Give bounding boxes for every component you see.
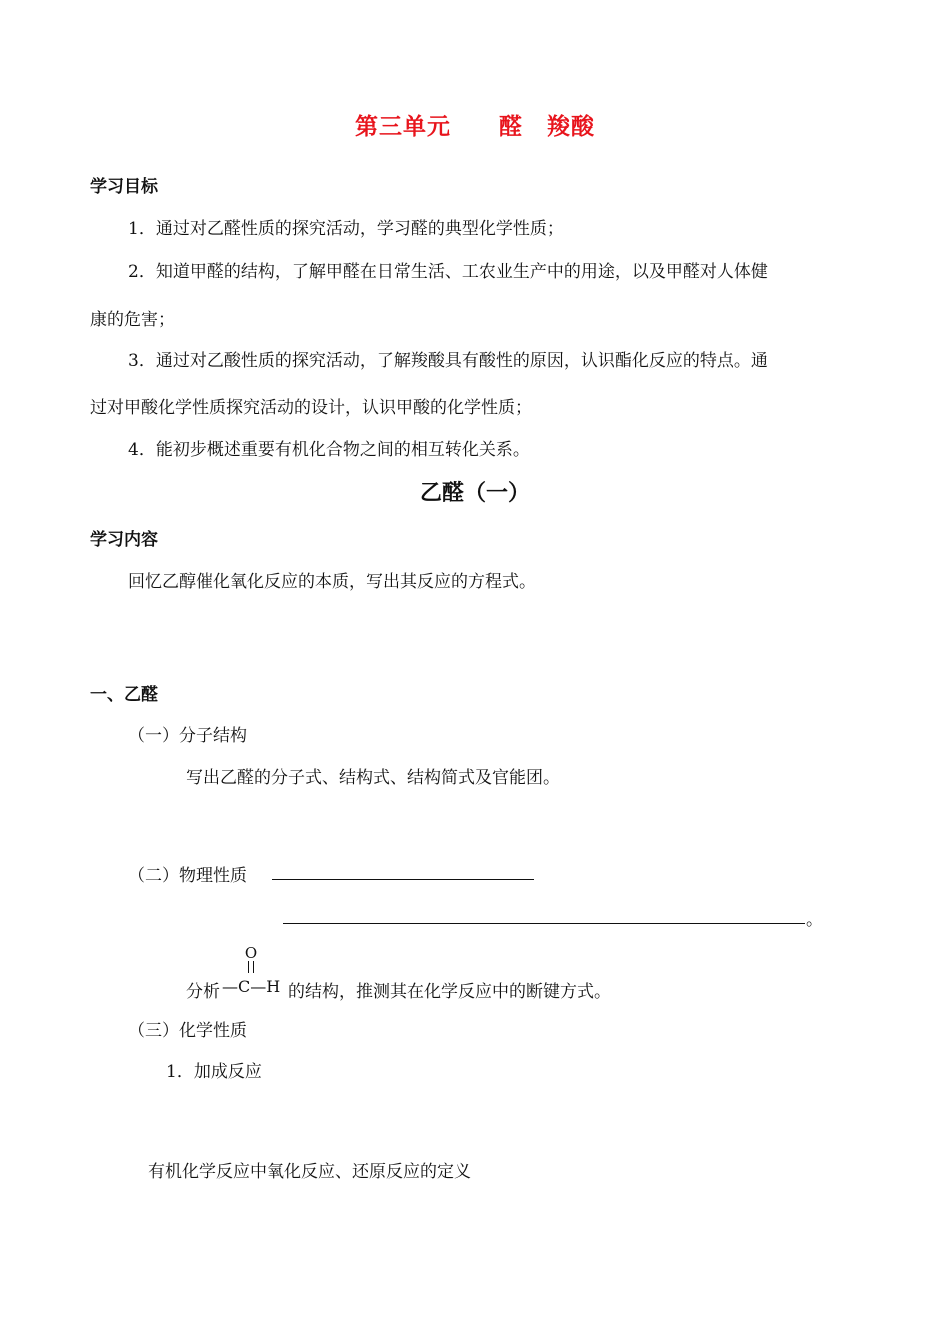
blank-end-mark: 。: [806, 910, 823, 930]
analysis-prefix: 分析: [186, 982, 220, 1002]
recall-prompt: 回忆乙醇催化氧化反应的本质，写出其反应的方程式。: [128, 572, 536, 592]
analysis-suffix: 的结构，推测其在化学反应中的断键方式。: [288, 982, 611, 1002]
part1-heading: 一、乙醛: [90, 685, 158, 705]
answer-blank-2[interactable]: [283, 905, 805, 924]
structure-oxygen: O: [244, 944, 258, 962]
aldehyde-group-structure: [222, 944, 288, 1004]
double-bond-mark: [248, 961, 254, 973]
objective-3-line1: 3．通过对乙酸性质的探究活动，了解羧酸具有酸性的原因，认识酯化反应的特点。通: [128, 351, 768, 371]
objective-3-line2: 过对甲酸化学性质探究活动的设计，认识甲酸的化学性质；: [90, 398, 532, 418]
objective-2-line2: 康的危害；: [90, 310, 175, 330]
content-heading: 学习内容: [90, 530, 158, 550]
section-title: 乙醛（一）: [419, 481, 530, 506]
subheading-chemical: （三）化学性质: [128, 1021, 247, 1041]
answer-blank-1[interactable]: [272, 861, 534, 880]
redox-definition: 有机化学反应中氧化反应、还原反应的定义: [148, 1162, 471, 1182]
objective-2-line1: 2．知道甲醛的结构，了解甲醛在日常生活、工农业生产中的用途，以及甲醛对人体健: [128, 262, 768, 282]
objectives-heading: 学习目标: [90, 177, 158, 197]
structure-task: 写出乙醛的分子式、结构式、结构简式及官能团。: [186, 768, 560, 788]
structure-chain: —C—H: [222, 977, 281, 996]
objective-4: 4．能初步概述重要有机化合物之间的相互转化关系。: [128, 440, 530, 460]
page-title: 第三单元 醛 羧酸: [355, 114, 595, 140]
objective-1: 1．通过对乙醛性质的探究活动，学习醛的典型化学性质；: [128, 219, 564, 239]
subheading-structure: （一）分子结构: [128, 726, 247, 746]
subheading-physical: （二）物理性质: [128, 866, 247, 886]
addition-reaction: 1．加成反应: [166, 1062, 262, 1082]
